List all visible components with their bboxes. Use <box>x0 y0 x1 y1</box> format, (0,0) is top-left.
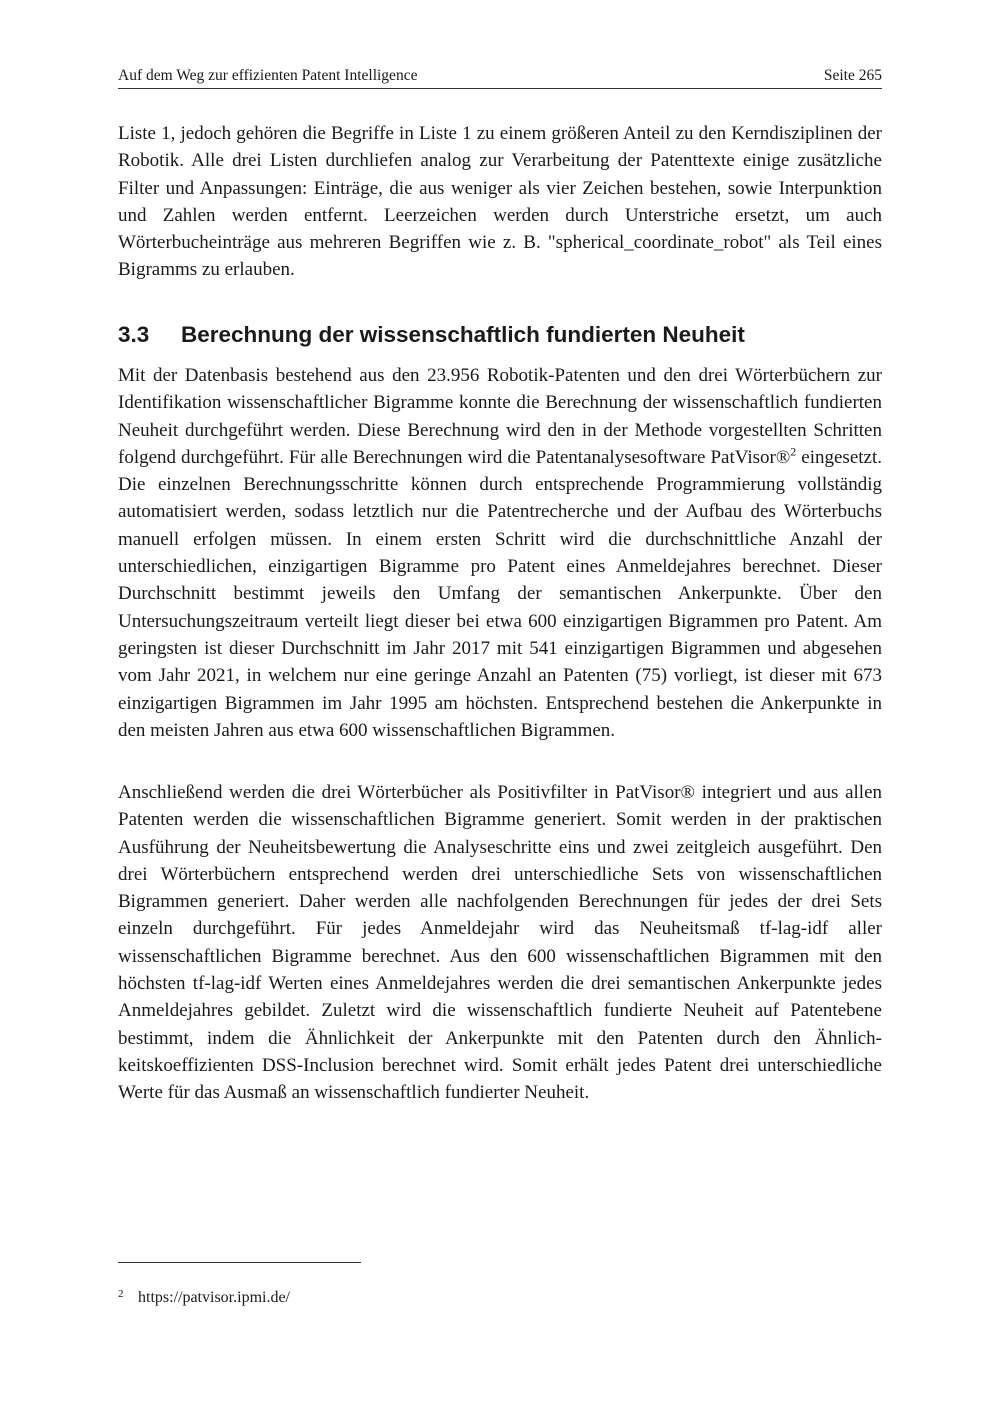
running-header <box>118 66 882 89</box>
section-heading <box>118 320 882 350</box>
running-header-title: Auf dem Weg zur effizienten Patent Intelligence <box>118 67 418 84</box>
section-number: 3.3 <box>118 322 150 347</box>
body-paragraph-1: Liste 1, jedoch gehören die Begriffe in Liste 1 zu einem größeren Anteil zu den Kerndisziplinen der Robotik. Alle drei Listen durchliefen analog zur Verarbeitung der Patenttexte einige zusätzliche Filter und Anpassungen: Einträge, die aus weniger als vier Zeichen bestehen, sowie Interpunktion und Zahlen werden entfernt. Leerzeichen werden durch Unterstriche ersetzt, um auch Wörterbucheinträge aus mehreren Begriffen wie z. B. "spherical_coordinate_robot" als Teil eines Bigramms zu erlauben. <box>118 123 882 281</box>
footnote-divider <box>118 1262 361 1263</box>
paragraph-2-text-a: Mit der Datenbasis bestehend aus den 23.956 Robotik-Patenten und den drei Wörterbüchern zur Identifikation wissenschaftlicher Bigramme konnte die Berechnung der wissenschaftlich fundierten Neuheit durchgeführt werden. Diese Berechnung wird den in der Methode vorgestellten Schritten folgend durchgeführt. Für alle Berechnungen wird die Patentanalysesoftware PatVisor® <box>118 365 882 468</box>
section-title: Berechnung der wissenschaftlich fundierten Neuheit <box>181 322 745 347</box>
footnote-reference[interactable]: 2 <box>790 444 797 459</box>
footnote-link[interactable]: https://patvisor.ipmi.de/ <box>138 1289 290 1306</box>
paragraph-2-text-b: eingesetzt. Die einzelnen Berechnungsschritte können durch entsprechende Programmierung vollständig automatisiert werden, sodass letztlich nur die Patentrecherche und der Aufbau des Wörterbuchs manuell erfolgen müssen. In einem ersten Schritt wird die durchschnittliche Anzahl der unterschiedlichen, einzigartigen Bigramme pro Patent eines Anmeldejahres berechnet. Dieser Durchschnitt bestimmt jeweils den Umfang der semantischen Ankerpunkte. Über den Untersuchungszeitraum verteilt liegt dieser bei etwa 600 einzigartigen Bigrammen pro Patent. Am geringsten ist dieser Durchschnitt im Jahr 2017 mit 541 einzigartigen Bigrammen und abgesehen vom Jahr 2021, in welchem nur eine geringe Anzahl an Patenten (75) vorliegt, ist dieser mit 673 einzigartigen Bigrammen im Jahr 1995 am höchsten. Entsprechend bestehen die Ankerpunkte in den meisten Jahren aus etwa 600 wissenschaftlichen Bigrammen. <box>118 446 882 741</box>
footnote <box>118 1283 882 1309</box>
footnote-mark: 2 <box>118 1288 124 1300</box>
body-paragraph-3: Anschließend werden die drei Wörterbücher als Positivfilter in PatVisor® integriert und aus allen Patenten werden die wissenschaftlichen Bigramme generiert. Somit werden in der praktischen Ausführung der Neuheitsbewertung die Analyseschritte eins und zwei zeitgleich ausgeführt. Den drei Wörterbüchern entsprechend werden drei unterschiedliche Sets von wissenschaftlichen Bigrammen generiert. Daher werden alle nachfolgenden Berechnungen für jedes der drei Sets einzeln durchgeführt. Für jedes Anmeldejahr wird das Neuheitsmaß tf-lag-idf aller wissenschaftlichen Bigramme berechnet. Aus den 600 wissenschaftlichen Bigrammen mit den höchsten tf-lag-idf Werten eines Anmeldejahres werden die drei semantischen Ankerpunkte jedes Anmeldejahres gebildet. Zuletzt wird die wissenschaftlich fundierte Neuheit auf Patentebene bestimmt, indem die Ähnlichkeit der Ankerpunkte mit den Patenten durch den Ähnlichkeitskoeffizienten DSS-Inclusion berechnet wird. Somit erhält jedes Patent drei unterschiedliche Werte für das Ausmaß an wissenschaftlich fundierter Neuheit. <box>118 782 882 1104</box>
page-number: Seite 265 <box>823 67 882 84</box>
body-paragraph-2 <box>118 362 882 744</box>
